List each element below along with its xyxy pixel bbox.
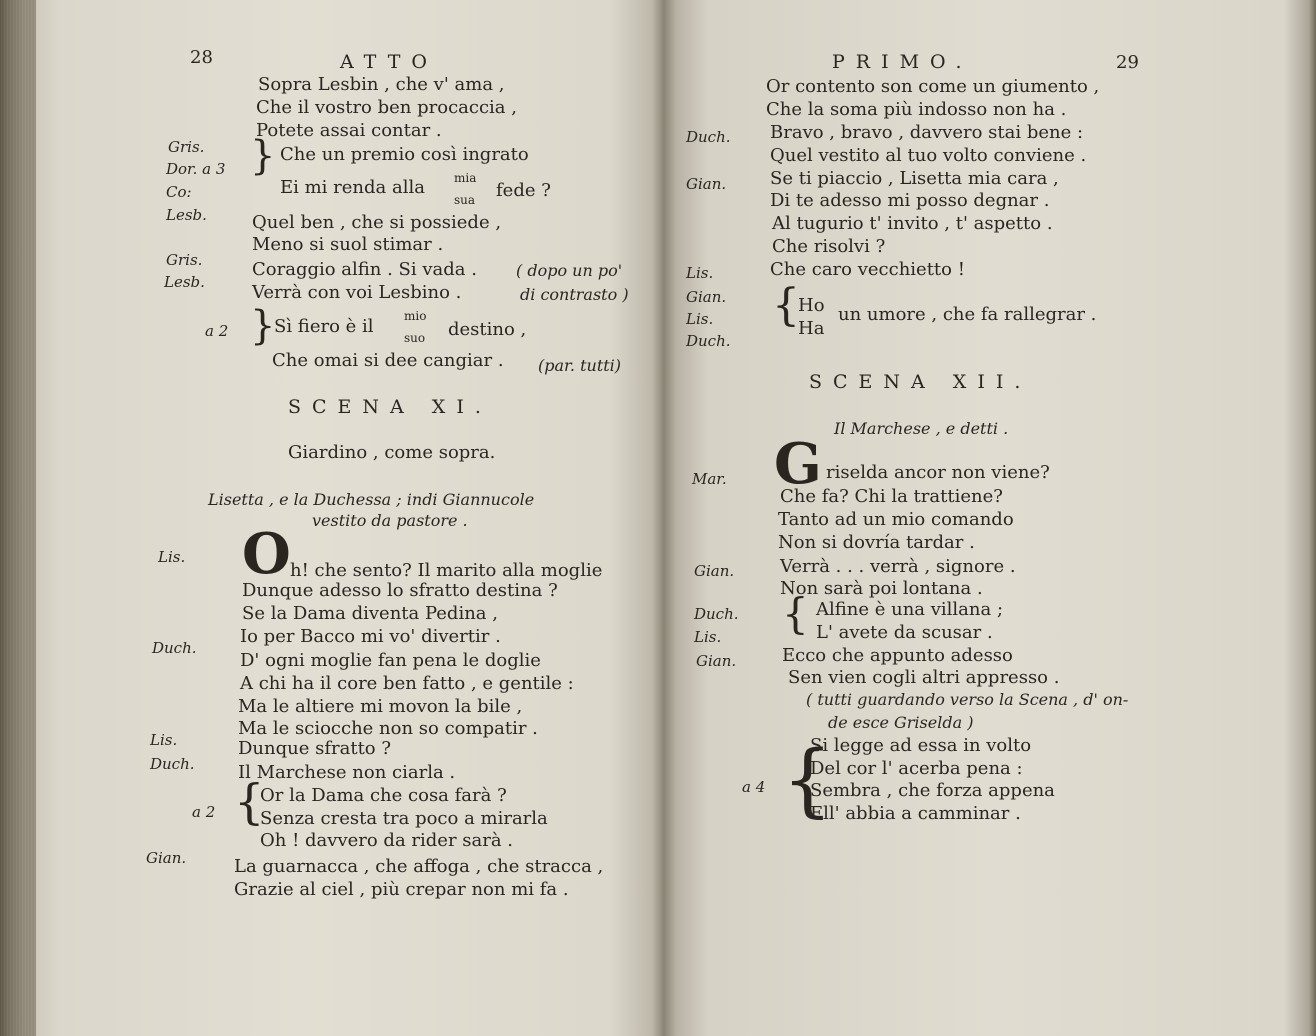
verse-line: Si legge ad essa in volto bbox=[810, 735, 1032, 756]
scene-title: SCENA XI. bbox=[288, 396, 492, 418]
brace: { bbox=[772, 280, 800, 331]
verse-line: h! che sento? Il marito alla moglie bbox=[290, 560, 603, 581]
character-list: Lisetta , e la Duchessa ; indi Giannucole bbox=[208, 490, 535, 509]
speaker-label: Mar. bbox=[692, 470, 727, 488]
verse-line: Oh ! davvero da rider sarà . bbox=[260, 830, 514, 851]
verse-line: Che risolvi ? bbox=[772, 236, 886, 257]
verse-line: Che caro vecchietto ! bbox=[770, 259, 965, 280]
verse-line: Verrà . . . verrà , signore . bbox=[780, 556, 1016, 577]
verse-line: Coraggio alfin . Si vada . bbox=[252, 259, 477, 280]
verse-line: Che il vostro ben procaccia , bbox=[256, 97, 517, 118]
speaker-label: Lis. bbox=[686, 264, 714, 282]
speaker-label: Gian. bbox=[696, 652, 737, 670]
drop-cap: G bbox=[774, 431, 822, 497]
verse-line: riselda ancor non viene? bbox=[826, 462, 1050, 483]
verse-line: Verrà con voi Lesbino . bbox=[252, 282, 462, 303]
speaker-label: Gian. bbox=[146, 849, 187, 867]
variant-word: suo bbox=[404, 331, 426, 345]
verse-line: Dunque sfratto ? bbox=[238, 738, 392, 759]
verse-line: Alfine è una villana ; bbox=[816, 599, 1004, 620]
scene-setting: Giardino , come sopra. bbox=[288, 442, 496, 463]
stage-direction: de esce Griselda ) bbox=[828, 713, 974, 732]
verse-line: Tanto ad un mio comando bbox=[778, 509, 1014, 530]
speaker-label: Lesb. bbox=[164, 273, 205, 291]
right-page bbox=[664, 0, 1316, 1036]
verse-line: Sembra , che forza appena bbox=[810, 780, 1055, 801]
verse-line: Ell' abbia a camminar . bbox=[810, 803, 1021, 824]
verse-line: Io per Bacco mi vo' divertir . bbox=[240, 626, 501, 647]
speaker-label: Gian. bbox=[694, 562, 735, 580]
brace: } bbox=[250, 303, 276, 349]
verse-line: La guarnacca , che affoga , che stracca , bbox=[234, 856, 604, 877]
verse-line: Senza cresta tra poco a mirarla bbox=[260, 808, 548, 829]
verse-line: Di te adesso mi posso degnar . bbox=[770, 190, 1050, 211]
verse-line: Ma le sciocche non so compatir . bbox=[238, 718, 538, 739]
speaker-label: a 2 bbox=[192, 803, 216, 821]
running-head: PRIMO. bbox=[832, 51, 973, 73]
verse-line: Che un premio così ingrato bbox=[280, 144, 529, 165]
verse-line: Che la soma più indosso non ha . bbox=[766, 99, 1067, 120]
verse-line: Ei mi renda alla bbox=[280, 177, 425, 198]
running-head: ATTO bbox=[340, 51, 438, 73]
speaker-label: Lis. bbox=[158, 548, 186, 566]
verse-line: L' avete da scusar . bbox=[816, 622, 993, 643]
verse-line: Se la Dama diventa Pedina , bbox=[242, 603, 498, 624]
character-list: vestito da pastore . bbox=[312, 511, 468, 530]
speaker-label: Co: bbox=[166, 183, 192, 201]
verse-line: Il Marchese non ciarla . bbox=[238, 762, 456, 783]
speaker-label: Duch. bbox=[152, 639, 197, 657]
verse-line: Che omai si dee cangiar . bbox=[272, 350, 504, 371]
verse-line: Meno si suol stimar . bbox=[252, 234, 444, 255]
page-number: 28 bbox=[190, 47, 213, 68]
stage-direction: di contrasto ) bbox=[520, 285, 629, 304]
speaker-label: Lis. bbox=[694, 628, 722, 646]
verse-line: Quel vestito al tuo volto conviene . bbox=[770, 145, 1087, 166]
verse-line: fede ? bbox=[496, 180, 551, 201]
verse-line: Sopra Lesbin , che v' ama , bbox=[258, 74, 505, 95]
verse-line: Che fa? Chi la trattiene? bbox=[780, 486, 1003, 507]
verse-line: un umore , che fa rallegrar . bbox=[838, 304, 1097, 325]
character-list: Il Marchese , e detti . bbox=[834, 419, 1009, 438]
speaker-label: a 2 bbox=[205, 322, 229, 340]
speaker-label: Lis. bbox=[150, 731, 178, 749]
page-number: 29 bbox=[1116, 52, 1139, 73]
speaker-label: Dor. a 3 bbox=[166, 160, 226, 178]
verse-line: A chi ha il core ben fatto , e gentile : bbox=[240, 673, 574, 694]
speaker-label: Gian. bbox=[686, 288, 727, 306]
brace: } bbox=[250, 133, 276, 179]
speaker-label: Lesb. bbox=[166, 206, 207, 224]
scene-title: SCENA XII. bbox=[809, 371, 1032, 393]
page-edges bbox=[0, 0, 36, 1036]
verse-line: Ho bbox=[798, 295, 825, 316]
brace: { bbox=[782, 589, 809, 638]
variant-word: sua bbox=[454, 193, 476, 207]
stage-direction: ( dopo un po' bbox=[516, 261, 623, 280]
verse-line: destino , bbox=[448, 319, 527, 340]
verse-line: Ecco che appunto adesso bbox=[782, 645, 1013, 666]
verse-line: Or contento son come un giumento , bbox=[766, 76, 1100, 97]
verse-line: Del cor l' acerba pena : bbox=[810, 758, 1023, 779]
speaker-label: Gris. bbox=[168, 138, 205, 156]
verse-line: Al tugurio t' invito , t' aspetto . bbox=[772, 213, 1053, 234]
verse-line: Potete assai contar . bbox=[256, 120, 442, 141]
verse-line: D' ogni moglie fan pena le doglie bbox=[240, 650, 541, 671]
speaker-label: Gris. bbox=[166, 251, 203, 269]
drop-cap: O bbox=[242, 521, 291, 587]
verse-line: Sen vien cogli altri appresso . bbox=[788, 667, 1060, 688]
stage-direction: ( tutti guardando verso la Scena , d' on- bbox=[806, 690, 1129, 709]
stage-direction: (par. tutti) bbox=[538, 356, 622, 375]
speaker-label: Lis. bbox=[686, 310, 714, 328]
verse-line: Se ti piaccio , Lisetta mia cara , bbox=[770, 168, 1059, 189]
verse-line: Sì fiero è il bbox=[274, 316, 374, 337]
speaker-label: a 4 bbox=[742, 778, 766, 796]
speaker-label: Duch. bbox=[694, 605, 739, 623]
speaker-label: Duch. bbox=[150, 755, 195, 773]
verse-line: Dunque adesso lo sfratto destina ? bbox=[242, 580, 558, 601]
verse-line: Ma le altiere mi movon la bile , bbox=[238, 696, 523, 717]
speaker-label: Gian. bbox=[686, 175, 727, 193]
verse-line: Bravo , bravo , davvero stai bene : bbox=[770, 122, 1084, 143]
verse-line: Grazie al ciel , più crepar non mi fa . bbox=[234, 879, 569, 900]
verse-line: Or la Dama che cosa farà ? bbox=[260, 785, 507, 806]
variant-word: mia bbox=[454, 171, 477, 185]
variant-word: mio bbox=[404, 309, 427, 323]
verse-line: Non si dovría tardar . bbox=[778, 532, 975, 553]
speaker-label: Duch. bbox=[686, 128, 731, 146]
verse-line: Non sarà poi lontana . bbox=[780, 578, 983, 599]
verse-line: Quel ben , che si possiede , bbox=[252, 212, 502, 233]
verse-line: Ha bbox=[798, 318, 825, 339]
brace: { bbox=[782, 733, 833, 826]
speaker-label: Duch. bbox=[686, 332, 731, 350]
brace: { bbox=[234, 774, 265, 830]
